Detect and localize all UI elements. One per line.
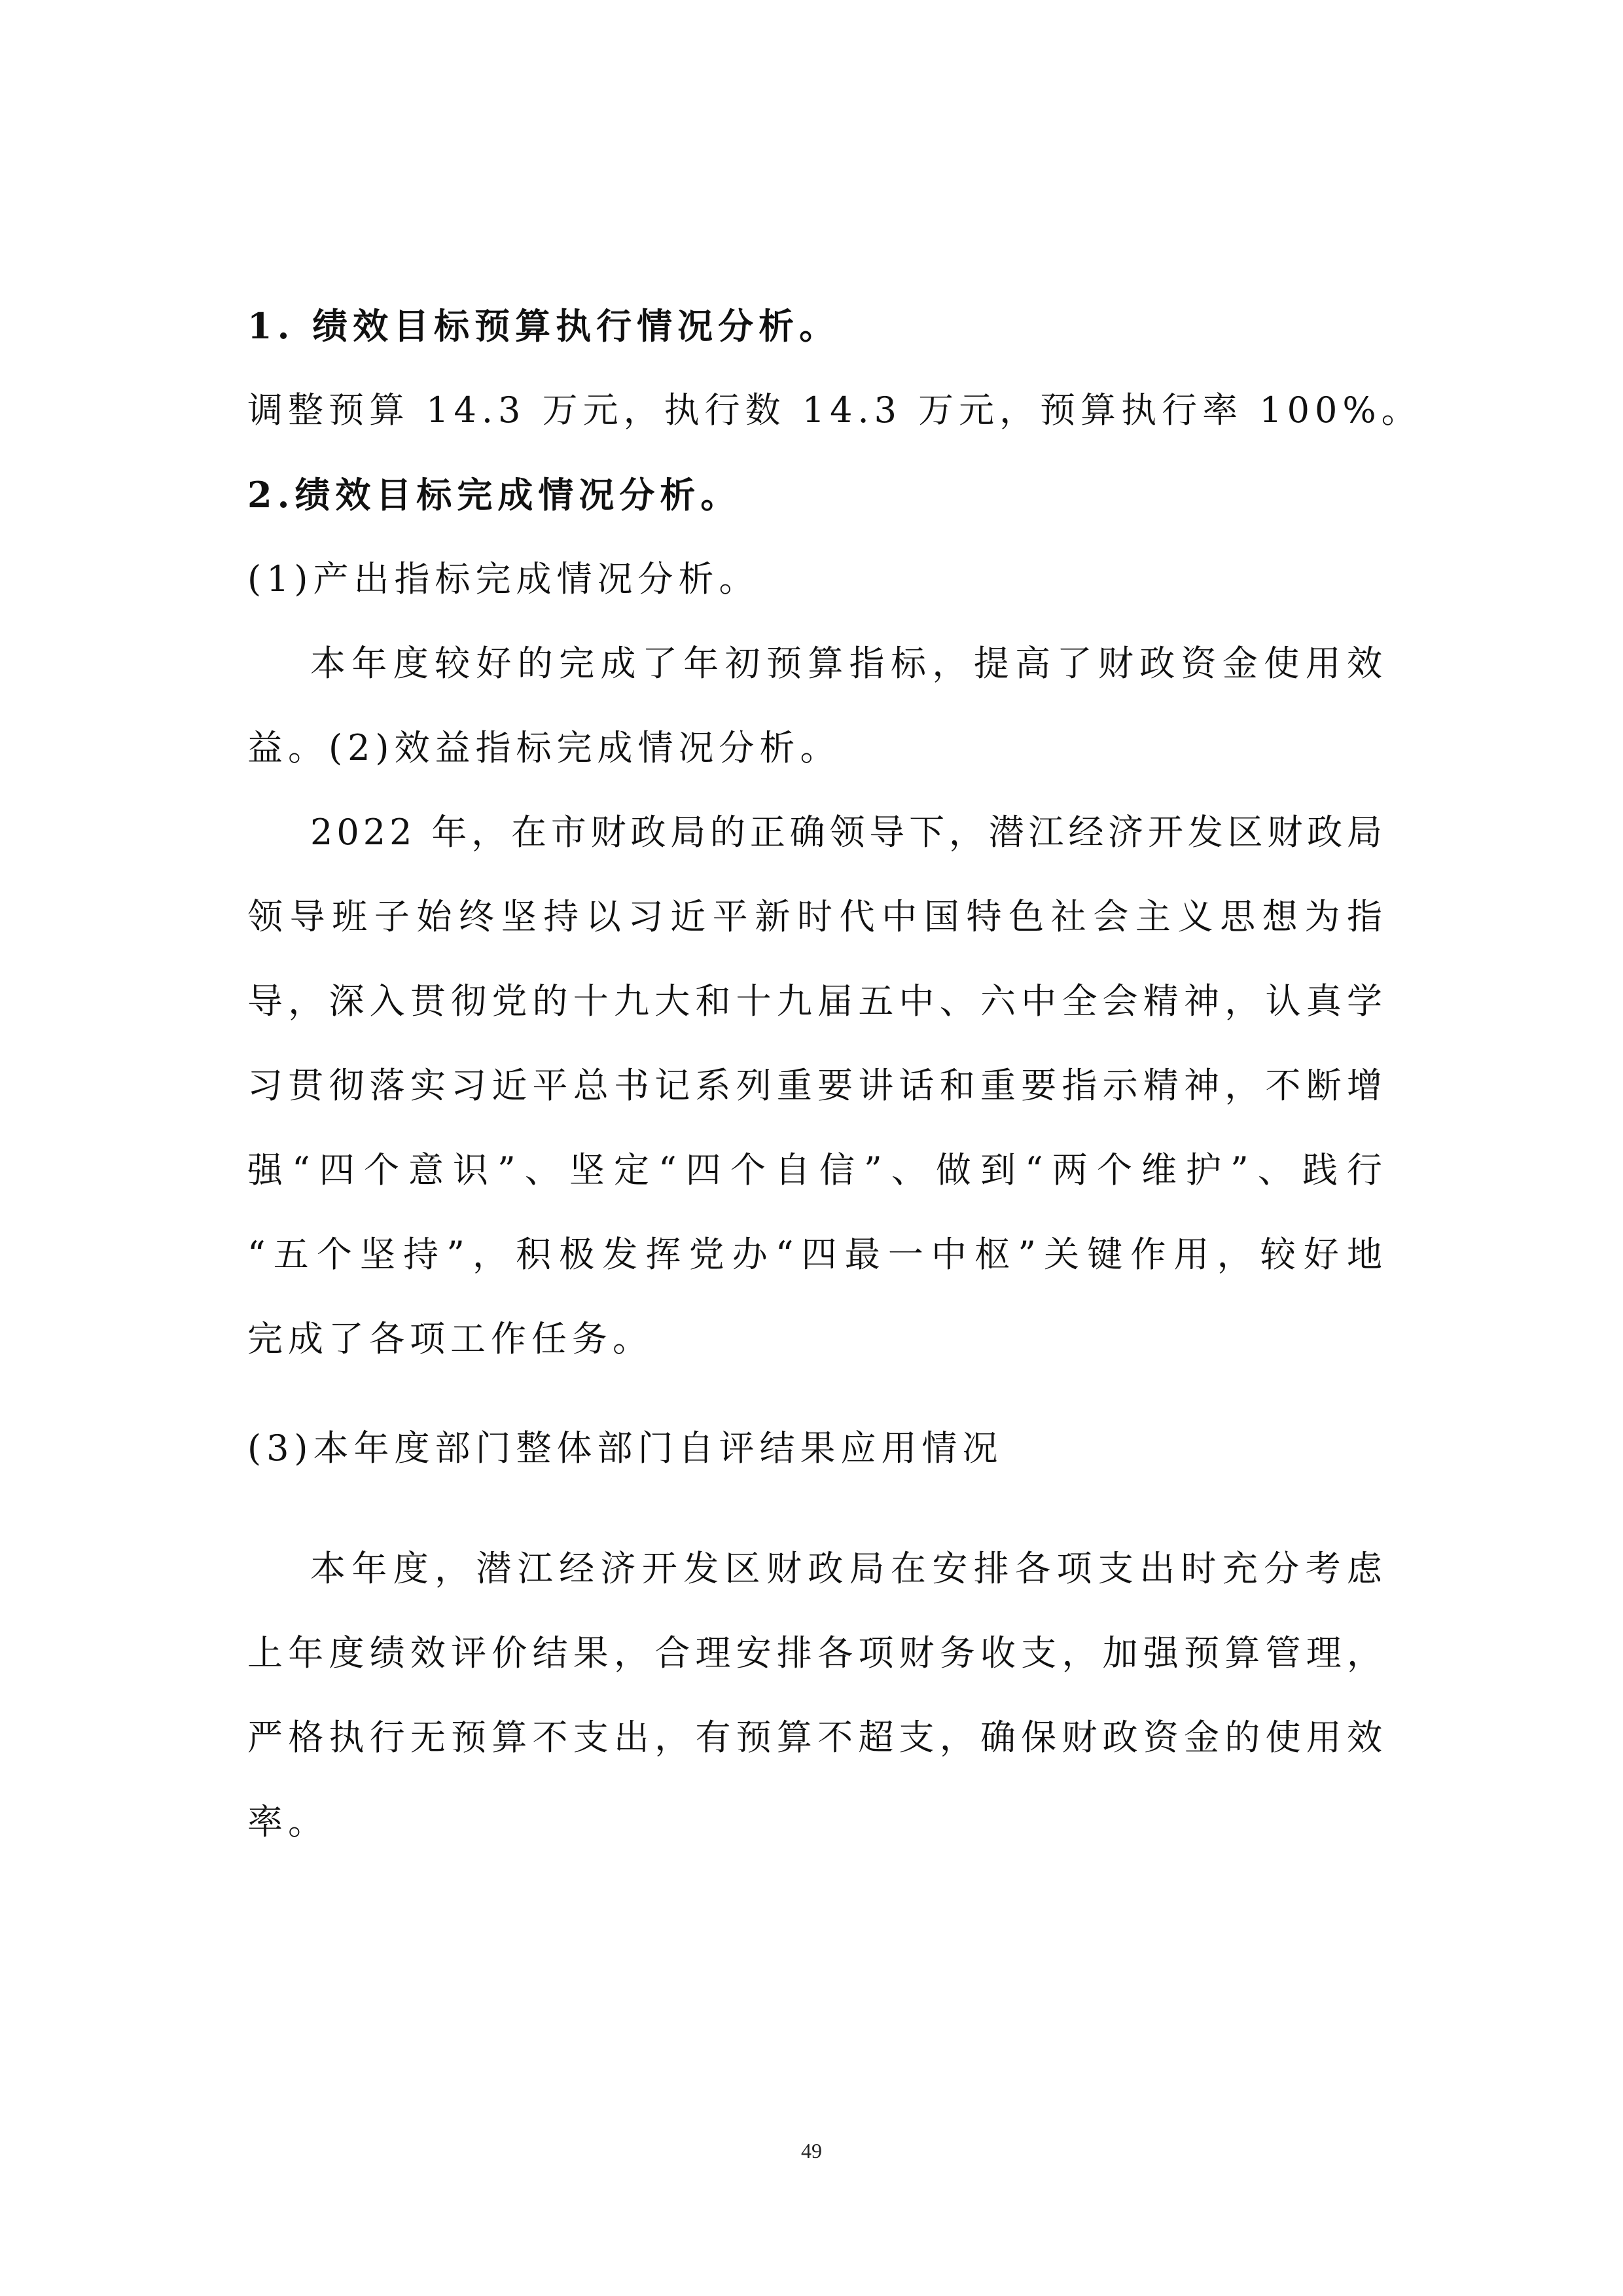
section2-heading: 2.绩效目标完成情况分析。 [247, 474, 741, 516]
para3-line2: 上年度绩效评价结果，合理安排各项财务收支，加强预算管理， [247, 1632, 1386, 1674]
para3-line4: 率。 [247, 1801, 329, 1842]
sub1-heading: (1)产出指标完成情况分析。 [247, 558, 760, 600]
para2-line2: 领导班子始终坚持以习近平新时代中国特色社会主义思想为指 [247, 896, 1386, 937]
para2-line3: 导，深入贯彻党的十九大和十九届五中、六中全会精神，认真学 [247, 980, 1386, 1022]
para1-line1: 本年度较好的完成了年初预算指标，提高了财政资金使用效 [310, 643, 1386, 684]
para2-line6: “五个坚持”，积极发挥党办“四最一中枢”关键作用，较好地 [247, 1234, 1386, 1275]
para2-line5: 强“四个意识”、坚定“四个自信”、做到“两个维护”、践行 [247, 1149, 1386, 1191]
para1-line2: 益。(2)效益指标完成情况分析。 [247, 727, 841, 768]
para2-line7: 完成了各项工作任务。 [247, 1318, 653, 1359]
section1-text: 调整预算 14.3 万元，执行数 14.3 万元，预算执行率 100%。 [247, 389, 1422, 431]
para3-line1: 本年度，潜江经济开发区财政局在安排各项支出时充分考虑 [310, 1548, 1386, 1589]
para3-line3: 严格执行无预算不支出，有预算不超支，确保财政资金的使用效 [247, 1717, 1386, 1758]
para2-line4: 习贯彻落实习近平总书记系列重要讲话和重要指示精神，不断增 [247, 1065, 1386, 1106]
section1-heading: 1. 绩效目标预算执行情况分析。 [247, 305, 840, 347]
para2-line1: 2022 年，在市财政局的正确领导下，潜江经济开发区财政局 [310, 812, 1386, 853]
page-number: 49 [801, 2139, 822, 2162]
sub3-heading: (3)本年度部门整体部门自评结果应用情况 [247, 1427, 1003, 1469]
